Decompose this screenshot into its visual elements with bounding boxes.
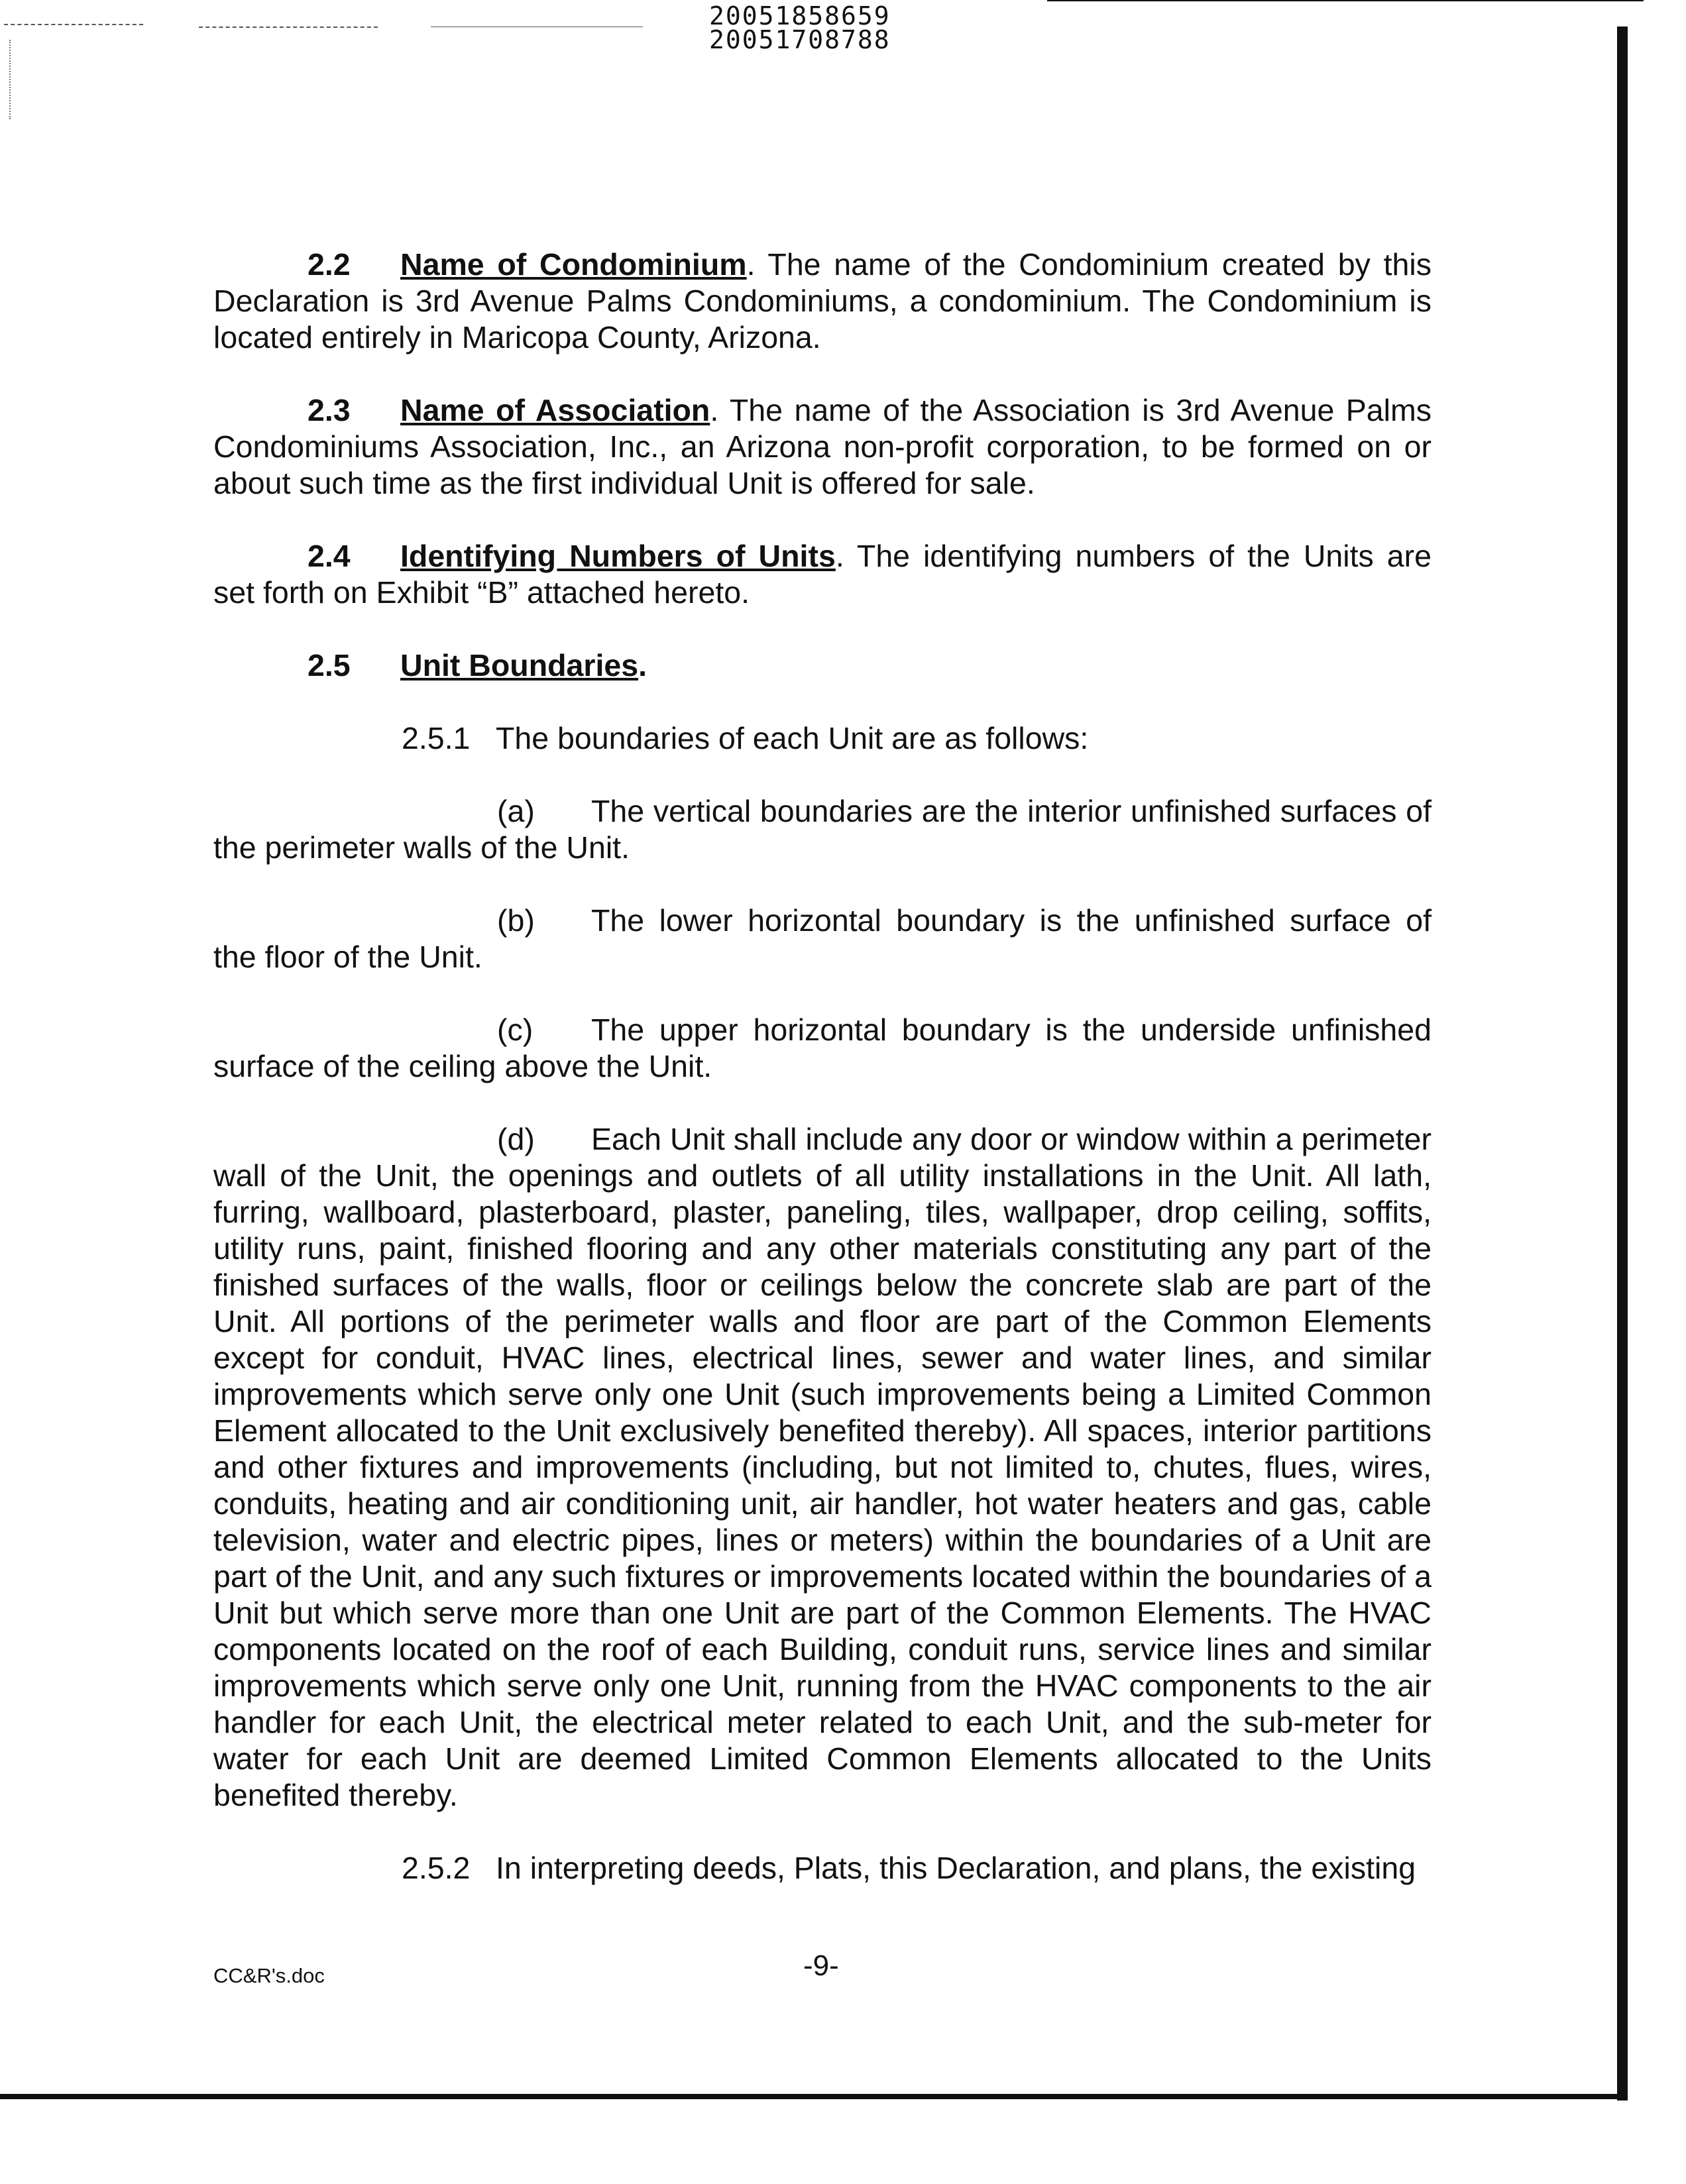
- section-heading: Name of Association: [400, 393, 710, 427]
- item-text: The vertical boundaries are the interior unfinished surfaces of the perimeter walls of the Unit.: [213, 794, 1432, 865]
- section-heading: Identifying Numbers of Units: [400, 539, 836, 573]
- section-2-5-1: [213, 720, 1432, 757]
- section-heading: Name of Condominium: [400, 247, 747, 282]
- subsection-number: 2.5.1: [402, 721, 471, 755]
- section-2-4: 2.4 Identifying Numbers of Units. The identifying numbers of the Units are set forth on Exhibit “B” attached hereto.: [213, 539, 1432, 610]
- recording-number-1: 20051858659: [709, 1, 891, 30]
- footer-file-name: CC&R's.doc: [213, 1964, 325, 1987]
- subsection-number: 2.5.2: [402, 1851, 471, 1885]
- footer-page-number: -9-: [803, 1949, 839, 1982]
- section-number: 2.3: [308, 393, 351, 427]
- recording-number-2: 20051708788: [709, 25, 891, 54]
- item-marker: (a): [497, 794, 535, 828]
- section-text: The name of the Association is 3rd Avenue Palms Condominiums Association, Inc., an Arizona non-profit corporation, to be formed on or about such time as the first individual Unit is offered for sale.: [213, 393, 1432, 500]
- item-text: The upper horizontal boundary is the underside unfinished surface of the ceiling above the Unit.: [213, 1012, 1432, 1083]
- document-body: [213, 246, 1432, 1886]
- item-text: The lower horizontal boundary is the unfinished surface of the floor of the Unit.: [213, 903, 1432, 974]
- section-text: The identifying numbers of the Units are set forth on Exhibit “B” attached hereto.: [213, 539, 1432, 610]
- scan-artifact-left-edge: [9, 40, 11, 119]
- scan-artifact-top-dashes-2: [199, 27, 378, 28]
- section-heading: Unit Boundaries: [400, 648, 639, 682]
- item-a: [213, 793, 1432, 866]
- section-2-3: 2.3 Name of Association. The name of the Association is 3rd Avenue Palms Condominiums Association, Inc., an Arizona non-profit corporation, to be formed on or about such time as the first individual Unit is offered for sale.: [213, 393, 1432, 500]
- scan-artifact-right-bar: [1617, 27, 1628, 2101]
- section-2-5-2: [213, 1850, 1432, 1886]
- item-d: [213, 1121, 1432, 1814]
- subsection-text: In interpreting deeds, Plats, this Declaration, and plans, the existing: [496, 1851, 1416, 1885]
- subsection-text: The boundaries of each Unit are as follows:: [496, 721, 1089, 755]
- item-marker: (c): [497, 1012, 534, 1047]
- section-2-5: 2.5 Unit Boundaries.: [308, 648, 647, 682]
- section-number: 2.2: [308, 247, 351, 282]
- scan-artifact-top-right-rule: [1047, 0, 1644, 1]
- item-c: [213, 1012, 1432, 1085]
- item-text: Each Unit shall include any door or window within a perimeter wall of the Unit, the openings and outlets of all utility installations in the Unit. All lath, furring, wallboard, plasterboard, plaster, paneling, tiles, wallpaper, drop ceiling, soffits, utility runs, paint, finished flooring and any other materials constituting any part of the finished surfaces of the walls, floor or ceilings below the concrete slab are part of the Unit. All portions of the perimeter walls and floor are part of the Common Elements except for conduit, HVAC lines, electrical lines, sewer and water lines, and similar improvements which serve only one Unit (such improvements being a Limited Common Element allocated to the Unit exclusively benefited thereby). All spaces, interior partitions and other fixtures and improvements (including, but not limited to, chutes, flues, wires, conduits, heating and air conditioning unit, air handler, hot water heaters and gas, cable television, water and electric pipes, lines or meters) within the boundaries of a Unit are part of the Unit, and any such fixtures or improvements located within the boundaries of a Unit but which serve more than one Unit are part of the Common Elements. The HVAC components located on the roof of each Building, conduit runs, service lines and similar improvements which serve only one Unit, running from the HVAC components to the air handler for each Unit, the electrical meter related to each Unit, and the sub-meter for water for each Unit are deemed Limited Common Elements allocated to the Units benefited thereby.: [213, 1122, 1432, 1812]
- recording-number-stamp: [709, 1, 891, 54]
- scan-artifact-top-dashes: [4, 24, 143, 25]
- item-b: [213, 902, 1432, 975]
- section-number: 2.4: [308, 539, 351, 573]
- section-number: 2.5: [308, 648, 351, 682]
- scan-artifact-bottom-bar: [0, 2094, 1628, 2099]
- section-text: The name of the Condominium created by this Declaration is 3rd Avenue Palms Condominiums, a condominium. The Condominium is located entirely in Maricopa County, Arizona.: [213, 247, 1432, 355]
- item-marker: (b): [497, 903, 535, 938]
- section-2-2: 2.2 Name of Condominium. The name of the Condominium created by this Declaration is 3rd Avenue Palms Condominiums, a condominium. The Condominium is located entirely in Maricopa County, Arizona.: [213, 247, 1432, 355]
- item-marker: (d): [497, 1122, 535, 1156]
